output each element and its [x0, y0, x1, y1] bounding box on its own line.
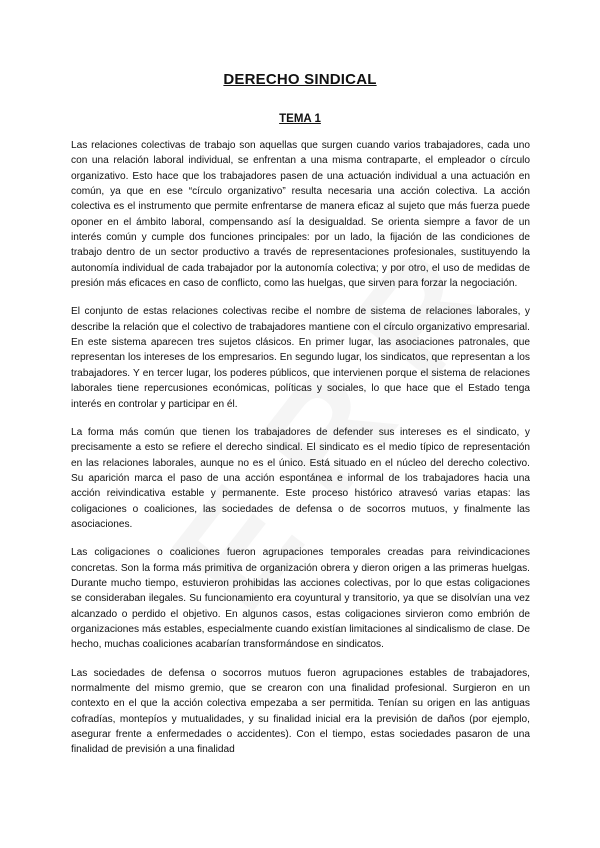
section-heading: TEMA 1 [279, 113, 321, 125]
paragraph-2: El conjunto de estas relaciones colectivas recibe el nombre de sistema de relaciones laborales, y describe la relación que el colectivo de trabajadores mantiene con el círculo organizativo empresarial. En este sistema aparecen tres sujetos clásicos. En primer lugar, las asociaciones patronales, que representan los intereses de los empresarios. En segundo lugar, los sindicatos, que representan a los trabajadores. Y en tercer lugar, los poderes públicos, que intervienen porque el sistema de relaciones laborales tiene repercusiones económicas, políticas y sociales, lo que hace que el Estado tenga interés en controlar y participar en él. [71, 306, 530, 410]
paragraph-1: Las relaciones colectivas de trabajo son aquellas que surgen cuando varios trabajadores, cada uno con una relación laboral individual, se enfrentan a una misma contraparte, el empleador o círculo organizativo. Esto hace que los trabajadores pasen de una actuación individual a una actuación en común, ya que en ese “círculo organizativo” resulta necesaria una acción colectiva. La acción colectiva es el instrumento que permite enfrentarse de manera eficaz al sujeto que más fuerza puede oponer en el ámbito laboral, compensando así la desigualdad. Se orienta siempre a favor de un interés común y cumple dos funciones principales: por un lado, la fijación de las condiciones de trabajo dentro de un sector productivo a través de representaciones profesionales, sustituyendo la autonomía individual de cada trabajador por la autonomía colectiva; y por otro, el uso de medidas de presión más eficaces en caso de conflicto, como las huelgas, que sirven para forzar la negociación. [71, 140, 530, 290]
document-title: DERECHO SINDICAL [223, 71, 377, 88]
document-body [71, 138, 530, 771]
paragraph-5: Las sociedades de defensa o socorros mutuos fueron agrupaciones estables de trabajadores, normalmente del mismo gremio, que se crearon con una finalidad profesional. Surgieron en un contexto en el que la acción colectiva empezaba a ser permitida. Tenían su origen en las antiguas cofradías, montepíos y mutualidades, y su finalidad inicial era la previsión de daños (por ejemplo, asegurar frente a enfermedades o accidentes). Con el tiempo, estas sociedades pasaron de una finalidad de previsión a una finalidad [71, 667, 530, 756]
paragraph-4: Las coligaciones o coaliciones fueron agrupaciones temporales creadas para reivindicaciones concretas. Son la forma más primitiva de organización obrera y dieron origen a las primeras huelgas. Durante mucho tiempo, estuvieron prohibidas las acciones colectivas, por lo que estas coligaciones se consideraban ilegales. Su funcionamiento era coyuntural y transitorio, ya que se disolvían una vez alcanzado o perdido el objetivo. En algunos casos, estas coligaciones sirvieron como embrión de organizaciones más estables, especialmente cuando existían limitaciones al sindicalismo de clase. De hecho, muchas coaliciones acabarían transformándose en sindicatos. [71, 547, 530, 651]
paragraph-3: La forma más común que tienen los trabajadores de defender sus intereses es el sindicato, y precisamente a esto se refiere el derecho sindical. El sindicato es el medio típico de representación en las relaciones laborales, aunque no es el único. Está situado en el núcleo del derecho colectivo. Su aparición marca el paso de una acción espontánea e informal de los trabajadores hacia una acción reivindicativa estable y permanente. Este proceso histórico atravesó varias etapas: las coligaciones o coaliciones, las sociedades de defensa o de socorros mutuos, y finalmente las asociaciones. [71, 426, 530, 530]
